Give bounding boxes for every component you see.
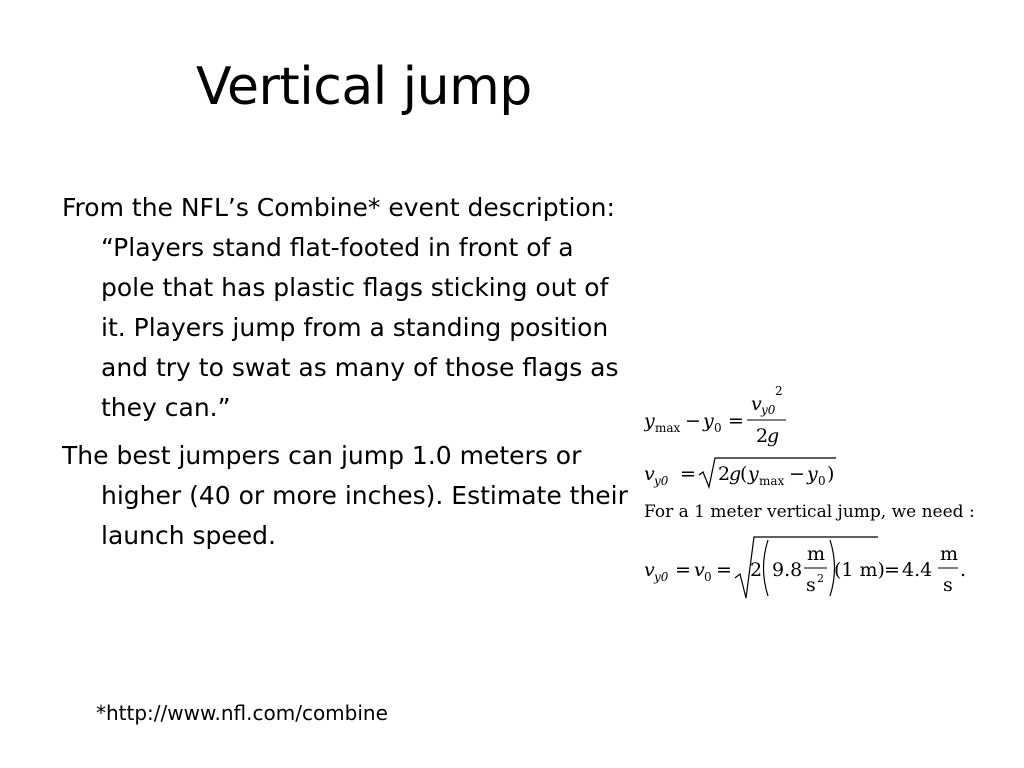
eq3-equals3: =	[884, 559, 900, 581]
eq2-open-paren: (	[740, 463, 748, 485]
eq2-minus: −	[789, 463, 805, 485]
eq3-lhs: v	[644, 559, 655, 581]
eq2-y0-sub: 0	[818, 474, 826, 488]
eq3-v0-sub: 0	[704, 570, 712, 584]
eq1-lhs: y	[644, 410, 655, 432]
eq2-g: g	[729, 463, 742, 485]
slide-title: Vertical jump	[196, 57, 532, 117]
eq1-y0-sub: 0	[714, 421, 722, 435]
equation-numeric-result	[644, 534, 1004, 604]
equation-max-height-svg	[644, 384, 804, 450]
paragraph-best-jumpers: The best jumpers can jump 1.0 meters or higher (40 or more inches). Estimate their launch speed.	[62, 441, 628, 550]
eq2-y-sub: max	[759, 474, 785, 488]
eq1-num-sub: y0	[761, 403, 776, 417]
eq3-lhs-sub: y0	[654, 570, 669, 584]
equation-max-height	[644, 384, 804, 450]
eq3-equals2: =	[716, 559, 732, 581]
eq1-den-coef: 2	[756, 425, 769, 447]
eq2-y: y	[748, 463, 759, 485]
paragraph-combine-description: From the NFL’s Combine* event description: “Players stand flat-footed in front of a pole that has plastic flags sticking out of it. Players jump from a standing position and try to swat as many of those flags as they can.”	[62, 193, 619, 422]
eq2-lhs-sub: y0	[654, 474, 669, 488]
equation-launch-speed-svg	[644, 455, 844, 491]
equation-numeric-result-svg	[644, 534, 1004, 604]
eq3-res-unit-num: m	[940, 543, 959, 565]
eq1-lhs-sub: max	[655, 421, 681, 435]
eq2-equals: =	[680, 463, 696, 485]
equation-explanation-text: For a 1 meter vertical jump, we need :	[644, 502, 975, 522]
body-text	[62, 188, 634, 564]
eq1-equals: =	[728, 410, 744, 432]
eq3-coef: 2	[750, 559, 763, 581]
eq2-lhs: v	[644, 463, 655, 485]
eq3-period: .	[960, 559, 967, 581]
footnote-link[interactable]: *http://www.nfl.com/combine	[96, 701, 388, 725]
eq1-den-var: g	[767, 425, 780, 447]
eq1-num-v: v	[751, 393, 762, 415]
eq3-left-big-paren	[764, 540, 769, 596]
eq3-unit-den: s	[806, 574, 816, 596]
eq2-close-paren: )	[827, 463, 835, 485]
eq2-coef: 2	[718, 463, 731, 485]
eq1-num-sup: 2	[775, 384, 783, 398]
eq1-minus: −	[685, 410, 701, 432]
eq3-unit-den-sup: 2	[817, 572, 824, 585]
eq3-dist: (1 m)	[834, 559, 885, 581]
eq2-y0: y	[807, 463, 818, 485]
eq3-res-unit-den: s	[943, 574, 953, 596]
eq3-equals1: =	[675, 559, 691, 581]
equation-launch-speed	[644, 455, 844, 491]
eq3-result: 4.4	[902, 559, 933, 581]
eq3-accel: 9.8	[772, 559, 803, 581]
eq3-v0: v	[694, 559, 705, 581]
eq1-y0: y	[703, 410, 714, 432]
eq3-unit-num: m	[807, 543, 826, 565]
